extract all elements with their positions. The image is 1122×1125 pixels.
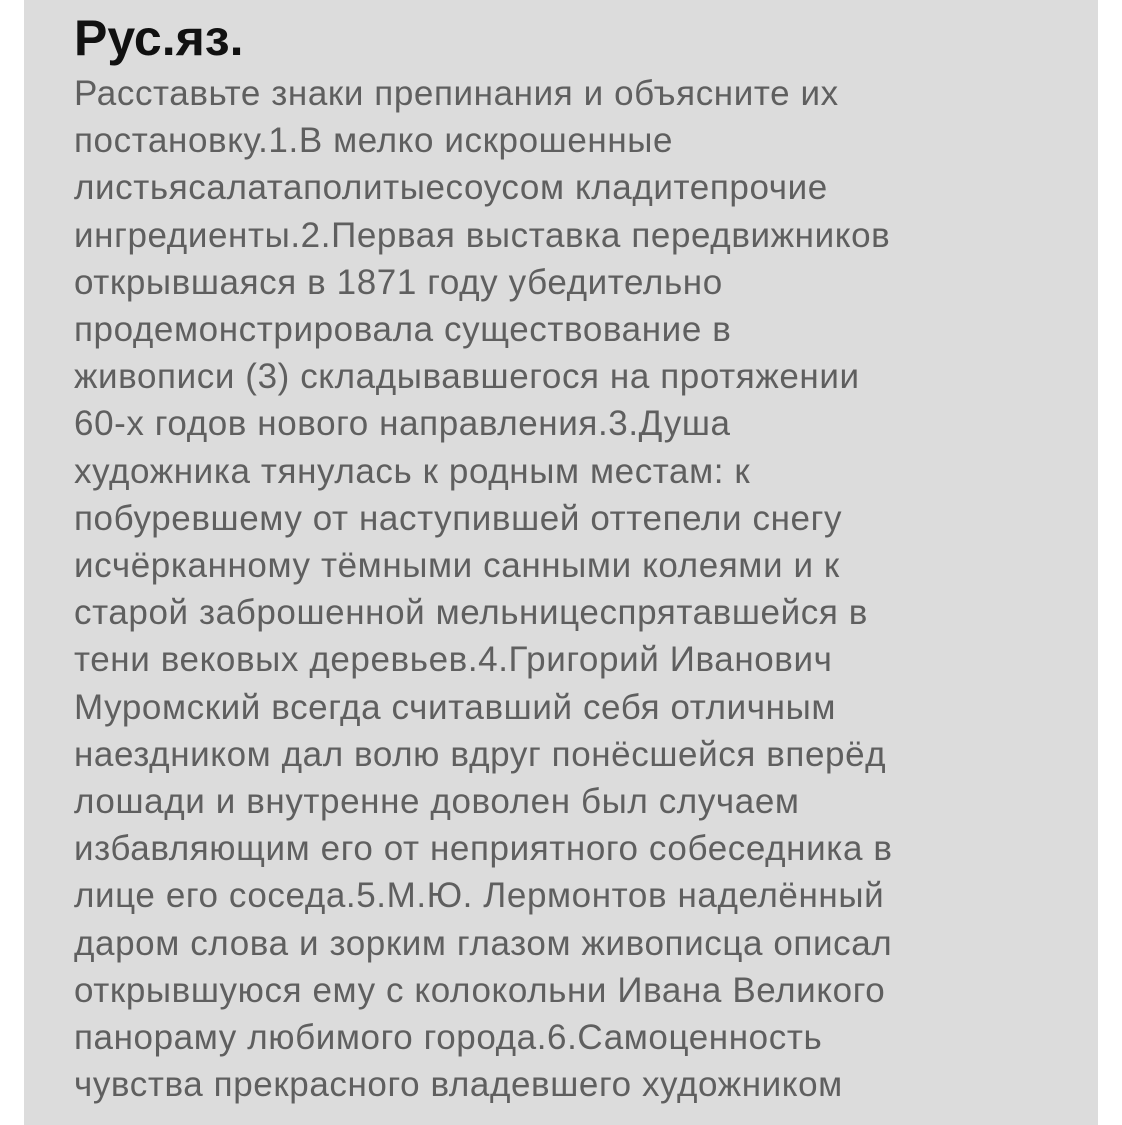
post-body-line: постановку.1.В мелко искрошенные [74,121,674,161]
post-body-line: даром слова и зорким глазом живописца описал [74,923,893,963]
post-body-line: продемонстрировала существование в [74,310,732,350]
post-body-line: открывшуюся ему с колокольни Ивана Великого [74,970,886,1010]
post-body-line: побуревшему от наступившей оттепели снегу [74,498,843,538]
post-title: Рус.яз. [74,10,244,66]
post-card[interactable] [24,0,1098,1125]
post-body-line: старой заброшенной мельницеспрятавшейся в [74,593,868,633]
post-body-line: лице его соседа.5.М.Ю. Лермонтов наделённый [74,876,885,916]
post-body-line: наездником дал волю вдруг понёсшейся вперёд [74,734,887,774]
post-body-line: чувства прекрасного владевшего художником [74,1065,843,1105]
post-body-line: избавляющим его от неприятного собеседника в [74,829,893,869]
post-body-line: художника тянулась к родным местам: к [74,451,751,491]
post-body [74,70,1084,1108]
post-body-line: тени вековых деревьев.4.Григорий Иванович [74,640,833,680]
post-body-line: Расставьте знаки препинания и объясните их [74,74,839,113]
post-body-line: листьясалатаполитыесоусом кладитепрочие [74,168,828,208]
post-body-line: панораму любимого города.6.Самоценность [74,1018,823,1058]
post-body-line: живописи (3) складывавшегося на протяжении [74,357,860,397]
post-body-line: 60-х годов нового направления.3.Душа [74,404,731,444]
post-body-line: Муромский всегда считавший себя отличным [74,687,836,727]
post-body-line: лошади и внутренне доволен был случаем [74,782,800,822]
post-body-line: открывшаяся в 1871 году убедительно [74,262,723,302]
post-body-line: исчёрканному тёмными санными колеями и к [74,546,840,586]
post-body-line: ингредиенты.2.Первая выставка передвижников [74,215,891,255]
